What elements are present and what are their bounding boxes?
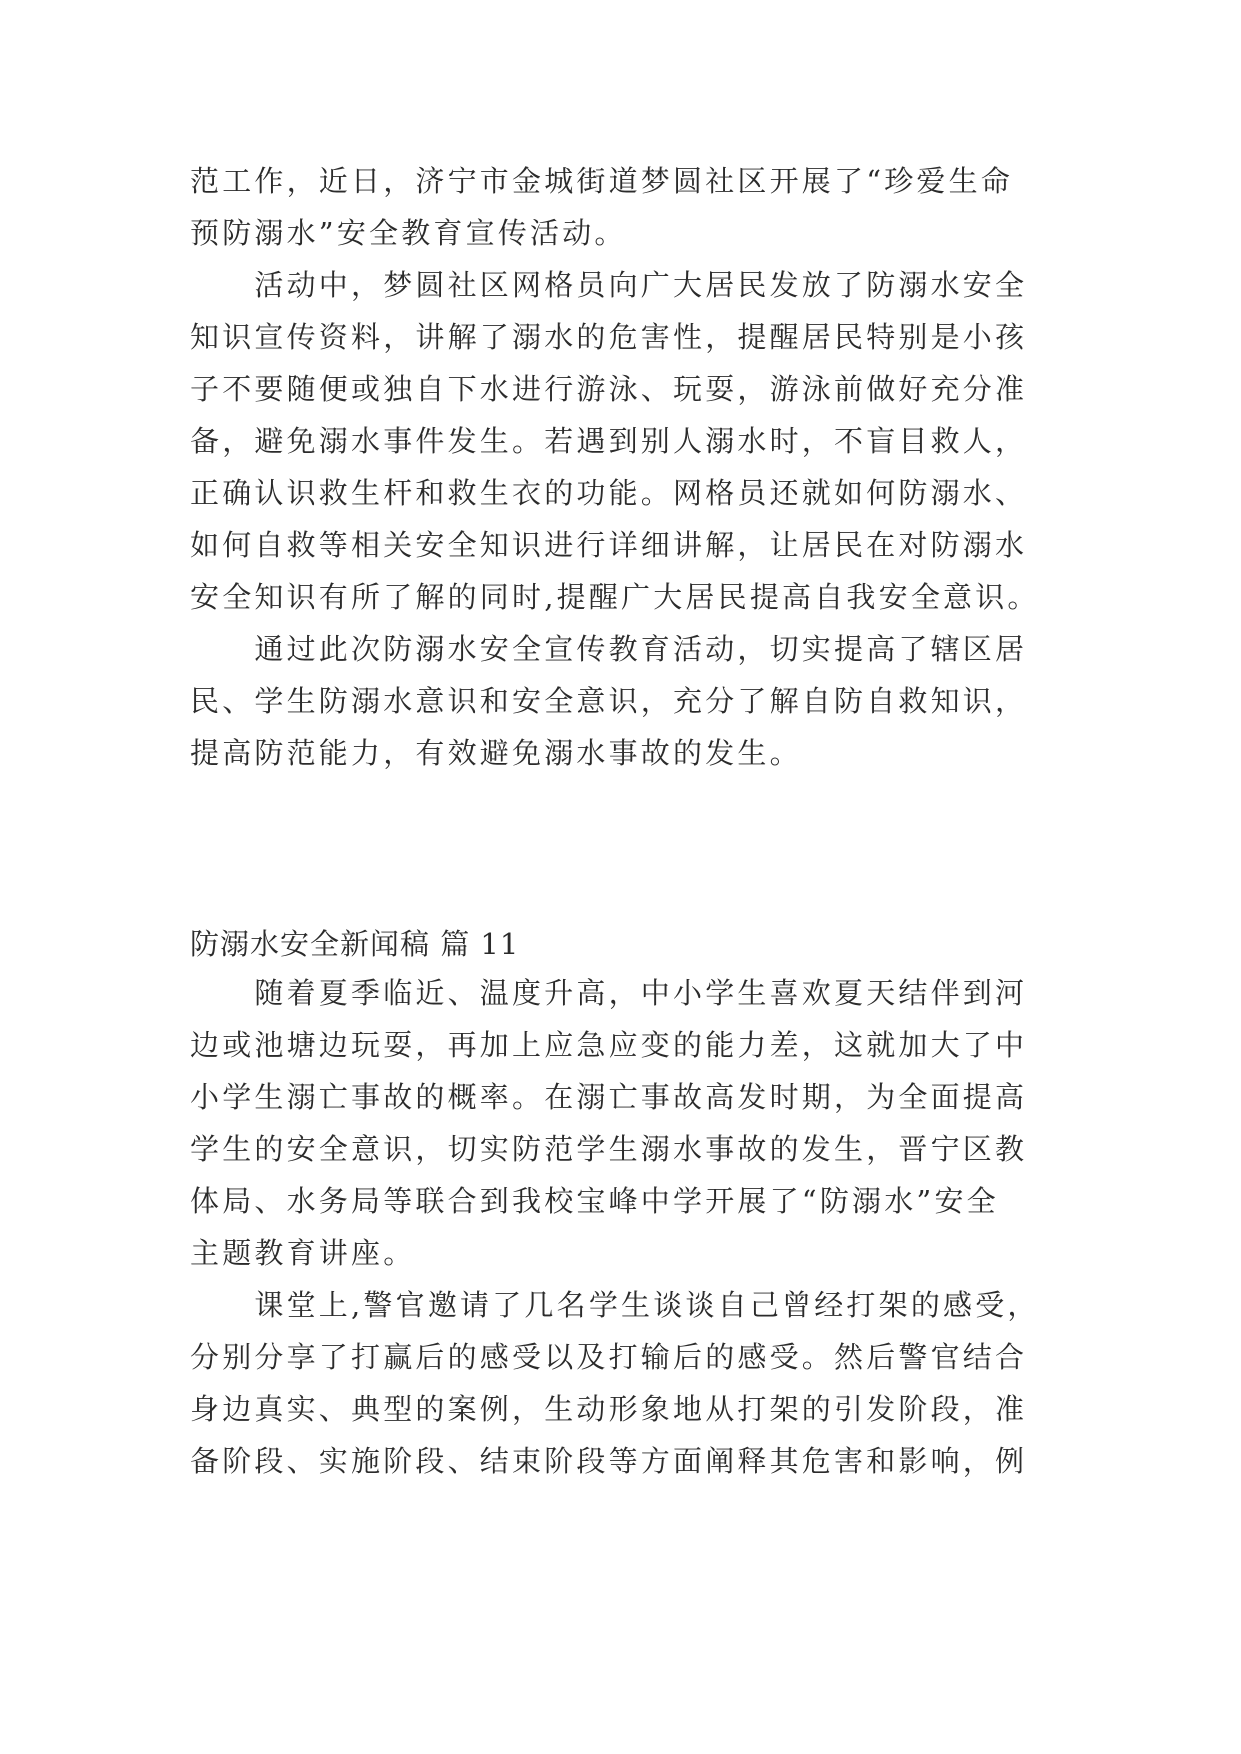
text-line: 知识宣传资料，讲解了溺水的危害性，提醒居民特别是小孩 (190, 320, 1028, 354)
text-line: 分别分享了打赢后的感受以及打输后的感受。然后警官结合 (190, 1340, 1028, 1374)
text-line: 学生的安全意识，切实防范学生溺水事故的发生，晋宁区教 (190, 1132, 1028, 1166)
text-line: 主题教育讲座。 (190, 1236, 416, 1270)
text-line: 小学生溺亡事故的概率。在溺亡事故高发时期，为全面提高 (190, 1080, 1028, 1114)
text-line: 课堂上,警官邀请了几名学生谈谈自己曾经打架的感受， (190, 1288, 1040, 1322)
text-line: 如何自救等相关安全知识进行详细讲解，让居民在对防溺水 (190, 528, 1028, 562)
text-line: 范工作，近日，济宁市金城街道梦圆社区开展了“珍爱生命 (190, 164, 1014, 198)
article-body (190, 967, 1060, 1487)
text-line: 安全知识有所了解的同时,提醒广大居民提高自我安全意识。 (190, 580, 1040, 614)
text-line: 民、学生防溺水意识和安全意识，充分了解自防自救知识， (190, 684, 1028, 718)
text-line: 活动中，梦圆社区网格员向广大居民发放了防溺水安全 (190, 268, 1028, 302)
text-line: 体局、水务局等联合到我校宝峰中学开展了“防溺水”安全 (190, 1184, 999, 1218)
section-heading: 防溺水安全新闻稿 篇 11 (190, 927, 520, 961)
text-line: 边或池塘边玩耍，再加上应急应变的能力差，这就加大了中 (190, 1028, 1028, 1062)
text-line: 备阶段、实施阶段、结束阶段等方面阐释其危害和影响，例 (190, 1444, 1028, 1478)
text-line: 身边真实、典型的案例，生动形象地从打架的引发阶段，准 (190, 1392, 1028, 1426)
text-line: 正确认识救生杆和救生衣的功能。网格员还就如何防溺水、 (190, 476, 1028, 510)
text-line: 备，避免溺水事件发生。若遇到别人溺水时，不盲目救人， (190, 424, 1028, 458)
text-line: 随着夏季临近、温度升高，中小学生喜欢夏天结伴到河 (190, 976, 1028, 1010)
text-line: 通过此次防溺水安全宣传教育活动，切实提高了辖区居 (190, 632, 1028, 666)
text-line: 预防溺水”安全教育宣传活动。 (190, 216, 627, 250)
text-line: 提高防范能力，有效避免溺水事故的发生。 (190, 736, 802, 770)
article-body-continued (190, 155, 1060, 779)
text-line: 子不要随便或独自下水进行游泳、玩耍，游泳前做好充分准 (190, 372, 1028, 406)
